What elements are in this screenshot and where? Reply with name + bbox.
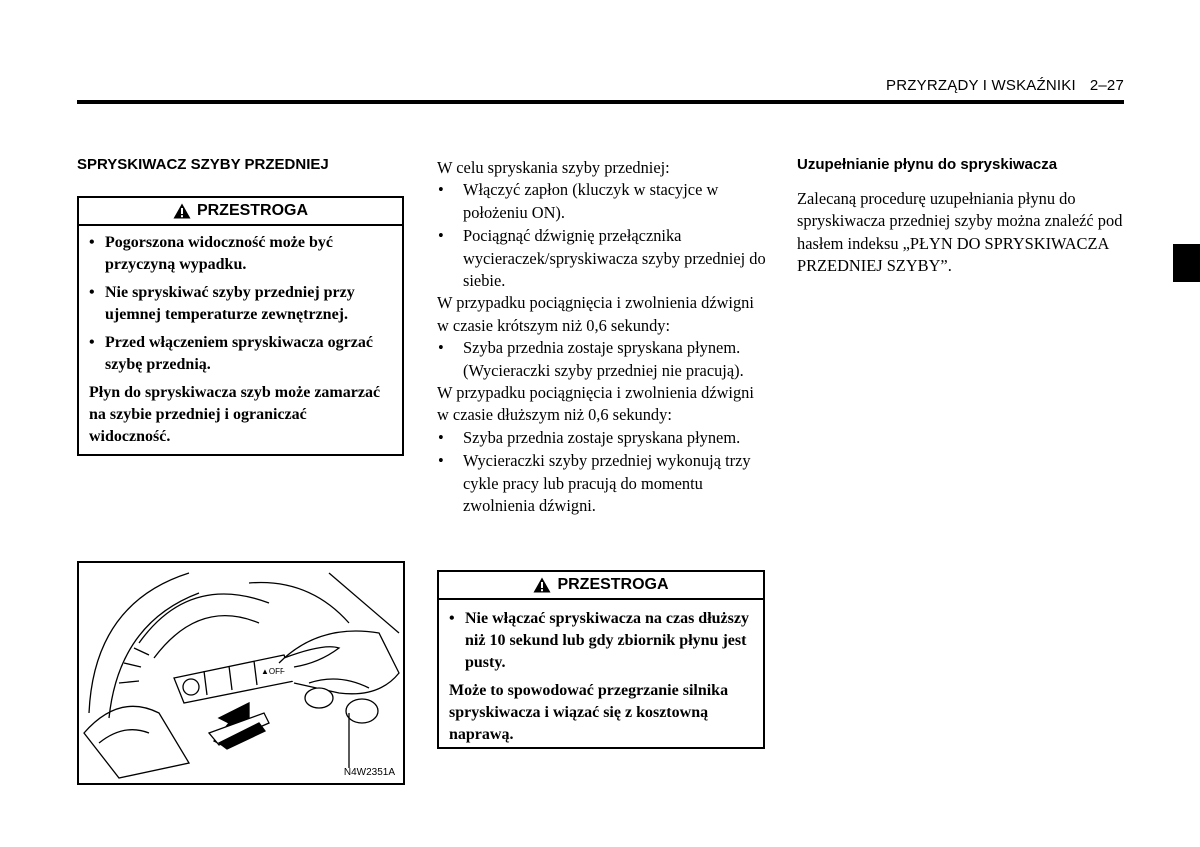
exclamation-triangle-icon <box>173 203 191 219</box>
caution-header <box>439 572 763 600</box>
steps-list <box>437 179 767 292</box>
header-section-title: PRZYRZĄDY I WSKAŹNIKI <box>886 77 1076 94</box>
chapter-thumb-tab <box>1173 244 1200 282</box>
header-rule <box>77 100 1124 104</box>
caution-heading: PRZESTROGA <box>196 202 309 219</box>
long-pull-intro: W przypadku pociągnięcia i zwolnienia dźwigni w czasie dłuższym niż 0,6 sekundy: <box>437 383 754 425</box>
caution-note: Płyn do spryskiwacza szyb może zamarzać na szybie przedniej i ograniczać widoczność. <box>89 384 381 445</box>
list-item: • Szyba przednia zostaje spryskana płynem. <box>437 427 767 449</box>
list-item: • Szyba przednia zostaje spryskana płynem. (Wycieraczki szyby przedniej nie pracują). <box>437 337 767 382</box>
long-pull-list <box>437 427 767 518</box>
caution-box-left <box>77 196 404 456</box>
exclamation-triangle-icon <box>533 577 551 593</box>
short-pull-list <box>437 337 767 382</box>
subsection-title: Uzupełnianie płynu do spryskiwacza <box>797 156 1058 173</box>
caution-list <box>449 608 753 674</box>
caution-item: • Pogorszona widoczność może być przyczyną wypadku. <box>89 232 392 276</box>
caution-body <box>79 226 402 456</box>
subsection-text: Zalecaną procedurę uzupełniania płynu do spryskiwacza przedniej szyby można znaleźć pod hasłem indeksu „PŁYN DO SPRYSKIWACZA PRZEDNIEJ SZYBY”. <box>797 189 1123 276</box>
intro-text: W celu spryskania szyby przedniej: <box>437 158 670 177</box>
list-item: • Wycieraczki szyby przedniej wykonują trzy cykle pracy lub pracują do momentu zwolnienia dźwigni. <box>437 450 767 517</box>
running-header <box>886 77 1124 94</box>
list-item: • Włączyć zapłon (kluczyk w stacyjce w położeniu ON). <box>437 179 767 224</box>
caution-item: • Nie spryskiwać szyby przedniej przy ujemnej temperaturze zewnętrznej. <box>89 282 392 326</box>
page-number: 2–27 <box>1089 77 1124 94</box>
short-pull-intro: W przypadku pociągnięcia i zwolnienia dźwigni w czasie krótszym niż 0,6 sekundy: <box>437 293 754 335</box>
figure-label: N4W2351A <box>343 767 395 778</box>
section-title: SPRYSKIWACZ SZYBY PRZEDNIEJ <box>77 156 329 173</box>
caution-item: • Nie włączać spryskiwacza na czas dłuższy niż 10 sekund lub gdy zbiornik płynu jest pusty. <box>449 608 753 674</box>
caution-note: Może to spowodować przegrzanie silnika spryskiwacza i wiązać się z kosztowną naprawą. <box>449 682 729 743</box>
list-item: • Pociągnąć dźwignię przełącznika wycieraczek/spryskiwacza szyby przedniej do siebie. <box>437 225 767 292</box>
caution-header <box>79 198 402 226</box>
caution-heading: PRZESTROGA <box>557 576 669 593</box>
svg-text:▲OFF: ▲OFF <box>261 667 285 676</box>
caution-item: • Przed włączeniem spryskiwacza ogrzać szybę przednią. <box>89 332 392 376</box>
caution-box-middle <box>437 570 765 749</box>
washer-lever-illustration <box>77 561 405 785</box>
caution-body <box>439 600 763 754</box>
caution-list <box>89 232 392 376</box>
middle-column <box>437 157 767 518</box>
